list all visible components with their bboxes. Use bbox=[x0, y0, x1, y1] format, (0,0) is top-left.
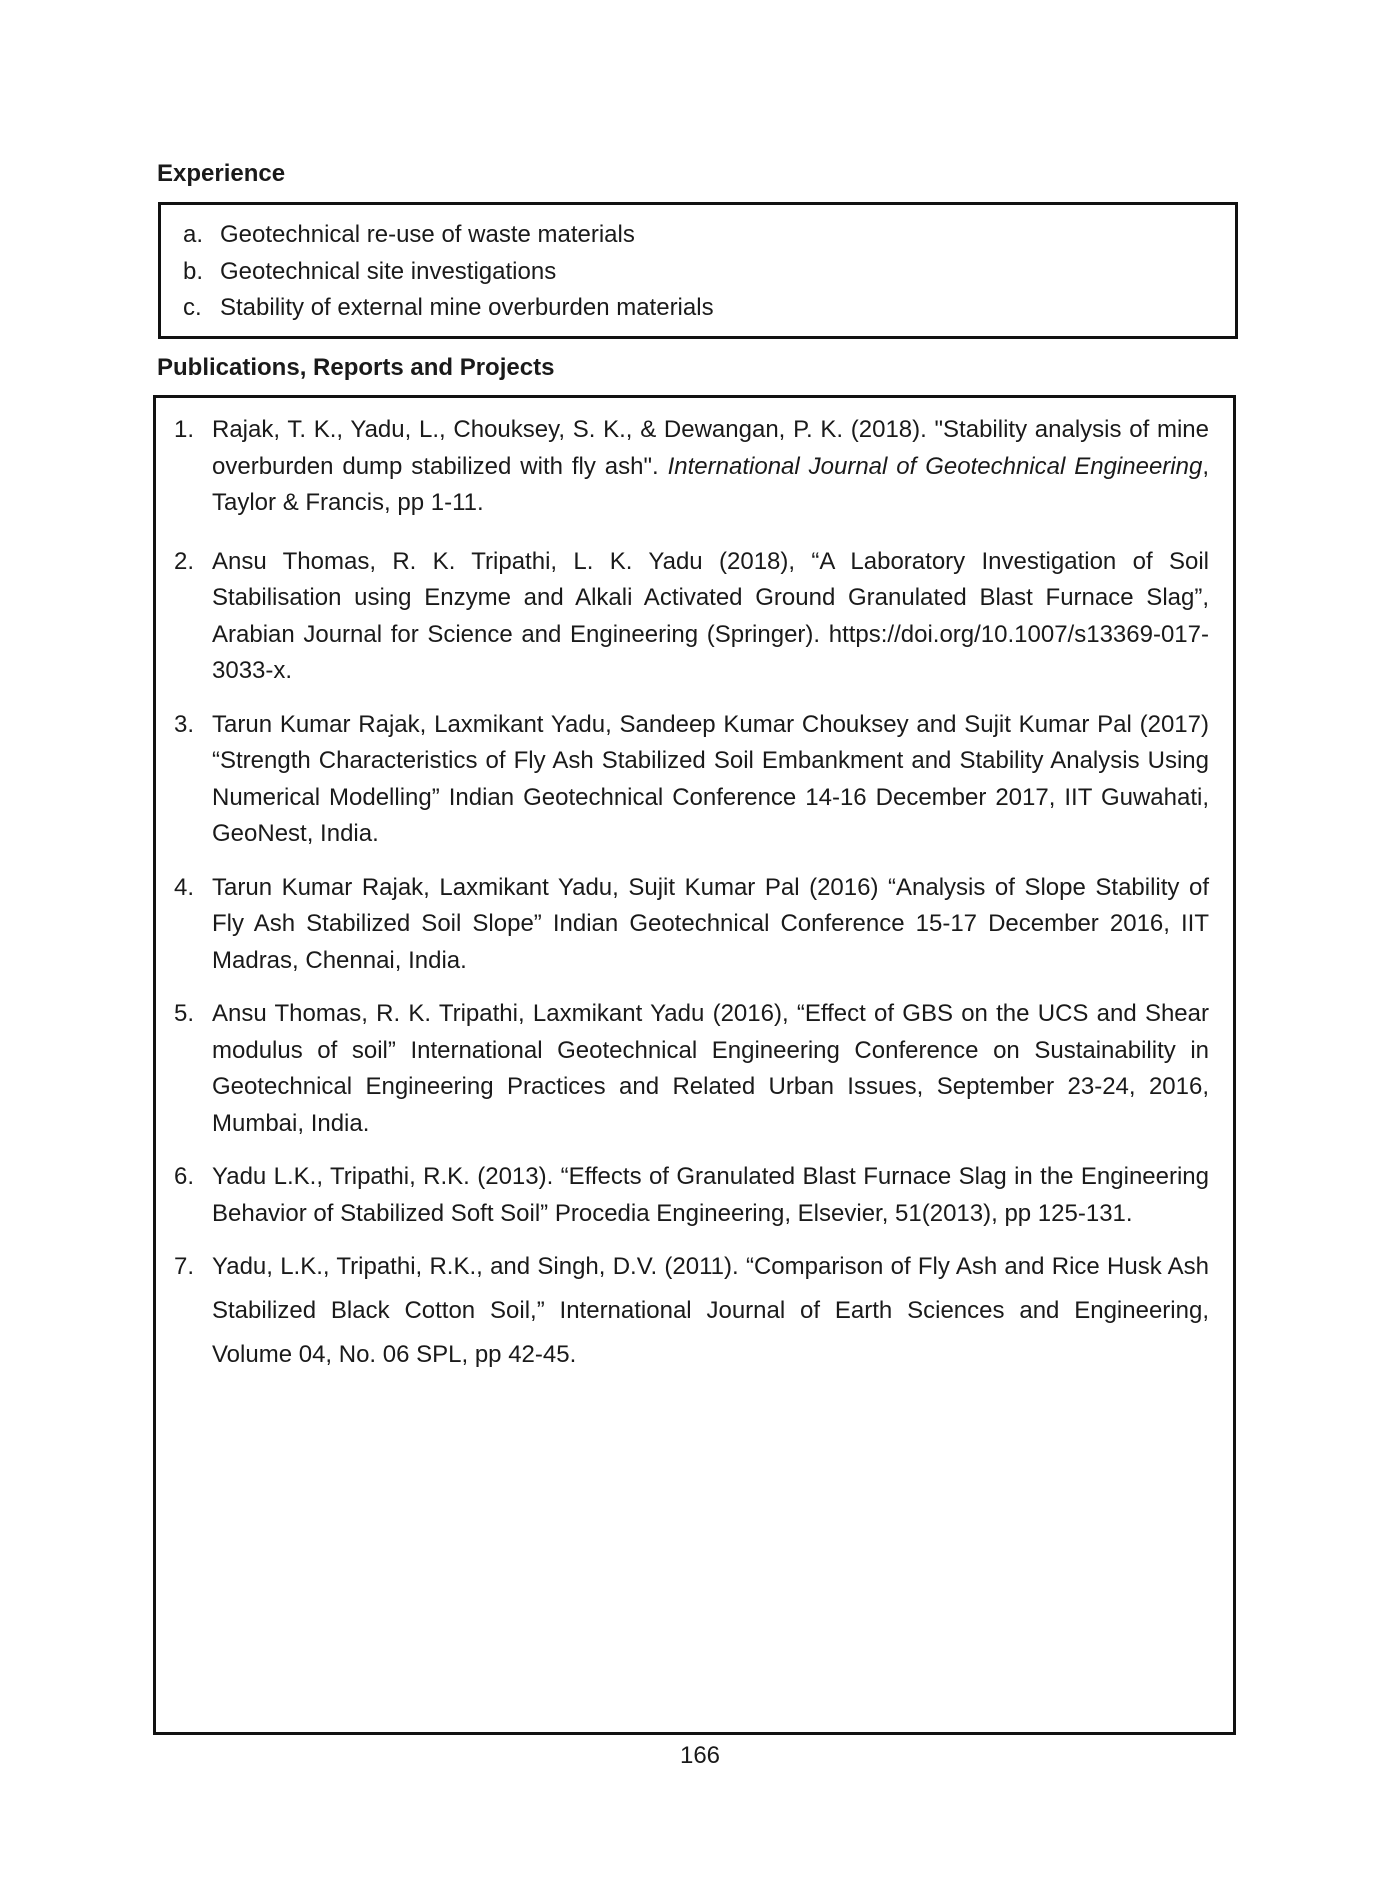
publication-item bbox=[174, 707, 1209, 853]
experience-item-marker: c. bbox=[183, 294, 202, 321]
publication-citation: Ansu Thomas, R. K. Tripathi, L. K. Yadu (2018), “A Laboratory Investigation of Soil Stabilisation using Enzyme and Alkali Activated Ground Granulated Blast Furnace Slag”, Arabian Journal for Science and Engineering (Springer). https://doi.org/10.1007/s13369-017-3033-x. bbox=[212, 547, 1209, 684]
experience-item-marker: a. bbox=[183, 221, 204, 248]
publication-item bbox=[174, 544, 1209, 690]
experience-box bbox=[158, 202, 1238, 339]
publication-citation: Yadu, L.K., Tripathi, R.K., and Singh, D.V. (2011). “Comparison of Fly Ash and Rice Husk Ash Stabilized Black Cotton Soil,” International Journal of Earth Sciences and Engineering, Volume 04, No. 06 SPL, pp 42-45. bbox=[212, 1253, 1209, 1368]
publication-item bbox=[174, 1159, 1209, 1232]
experience-item bbox=[183, 290, 1215, 327]
publication-citation bbox=[212, 412, 1209, 522]
publication-number: 2. bbox=[174, 547, 195, 575]
publication-citation-text: Rajak, T. K., Yadu, L., Chouksey, S. K., & Dewangan, P. K. (2018). "Stability analysis of mine overburden dump stabilized with fly ash". bbox=[212, 416, 1209, 480]
publication-number: 6. bbox=[174, 1163, 195, 1190]
publication-item bbox=[174, 1245, 1209, 1377]
publication-citation-text: , Taylor & Francis, pp 1-11. bbox=[212, 452, 1210, 516]
experience-item-text: Stability of external mine overburden materials bbox=[220, 294, 714, 321]
publication-citation: Tarun Kumar Rajak, Laxmikant Yadu, Sujit Kumar Pal (2016) “Analysis of Slope Stability of Fly Ash Stabilized Soil Slope” Indian Geotechnical Conference 15-17 December 2016, IIT Madras, Chennai, India. bbox=[212, 873, 1209, 974]
page-number: 166 bbox=[679, 1742, 721, 1769]
publication-citation: Tarun Kumar Rajak, Laxmikant Yadu, Sandeep Kumar Chouksey and Sujit Kumar Pal (2017) “Strength Characteristics of Fly Ash Stabilized Soil Embankment and Stability Analysis Using Numerical Modelling” Indian Geotechnical Conference 14-16 December 2017, IIT Guwahati, GeoNest, India. bbox=[212, 710, 1209, 847]
publications-heading: Publications, Reports and Projects bbox=[157, 354, 555, 381]
publication-item bbox=[174, 412, 1209, 522]
publication-item bbox=[174, 996, 1209, 1142]
experience-item bbox=[183, 217, 1215, 254]
publication-citation: Yadu L.K., Tripathi, R.K. (2013). “Effects of Granulated Blast Furnace Slag in the Engineering Behavior of Stabilized Soft Soil” Procedia Engineering, Elsevier, 51(2013), pp 125-131. bbox=[212, 1163, 1209, 1227]
publication-number: 5. bbox=[174, 1000, 195, 1027]
publication-item bbox=[174, 870, 1209, 980]
publication-number: 3. bbox=[174, 710, 195, 738]
publications-list bbox=[174, 412, 1209, 1377]
experience-item bbox=[183, 254, 1215, 291]
publication-number: 7. bbox=[174, 1253, 195, 1280]
experience-item-text: Geotechnical re-use of waste materials bbox=[220, 221, 635, 248]
experience-heading: Experience bbox=[157, 160, 286, 187]
publications-box bbox=[153, 395, 1236, 1735]
publication-citation: Ansu Thomas, R. K. Tripathi, Laxmikant Yadu (2016), “Effect of GBS on the UCS and Shear modulus of soil” International Geotechnical Engineering Conference on Sustainability in Geotechnical Engineering Practices and Related Urban Issues, September 23-24, 2016, Mumbai, India. bbox=[212, 1000, 1209, 1137]
experience-item-text: Geotechnical site investigations bbox=[220, 257, 557, 285]
experience-item-marker: b. bbox=[183, 257, 204, 285]
publication-journal-title: International Journal of Geotechnical Engineering bbox=[667, 452, 1203, 480]
publication-number: 4. bbox=[174, 873, 195, 901]
publication-number: 1. bbox=[174, 416, 195, 443]
experience-list bbox=[183, 217, 1215, 327]
